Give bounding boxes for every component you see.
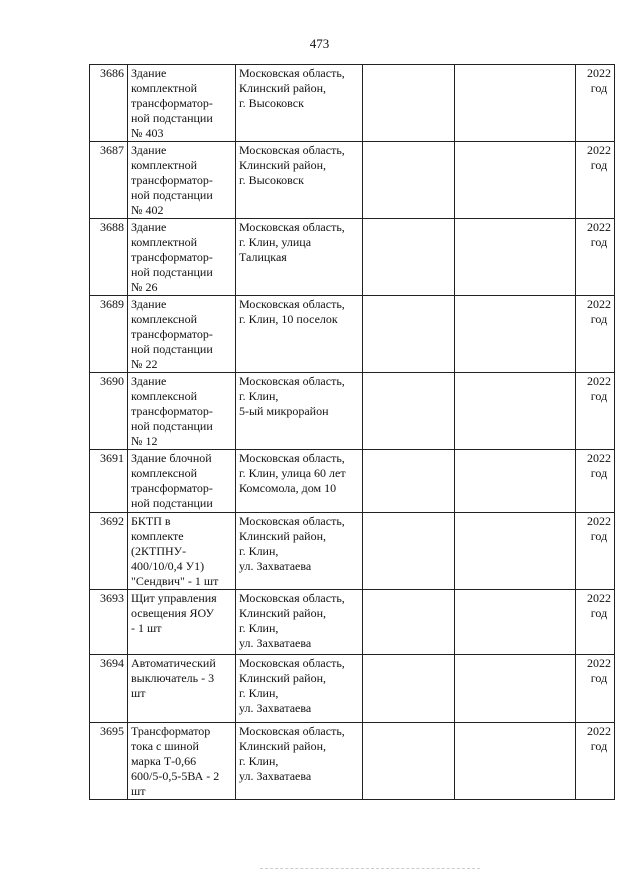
object-name: Автоматический выключатель - 3 шт <box>128 655 236 723</box>
object-address: Московская область, г. Клин, улица Талицкая <box>236 219 363 296</box>
table-row <box>90 65 615 142</box>
object-name: Щит управления освещения ЯОУ - 1 шт <box>128 590 236 655</box>
row-number: 3686 <box>90 65 128 142</box>
object-address: Московская область, Клинский район, г. Клин, ул. Захватаева <box>236 723 363 800</box>
empty-cell <box>363 513 455 590</box>
row-number: 3692 <box>90 513 128 590</box>
object-name: Здание комплектной трансформатор- ной подстанции № 403 <box>128 65 236 142</box>
empty-cell <box>363 450 455 513</box>
table-row <box>90 655 615 723</box>
empty-cell <box>363 219 455 296</box>
row-number: 3694 <box>90 655 128 723</box>
object-address: Московская область, г. Клин, 10 поселок <box>236 296 363 373</box>
empty-cell <box>455 655 576 723</box>
table-row <box>90 590 615 655</box>
table-row <box>90 142 615 219</box>
year: 2022 год <box>587 514 611 543</box>
empty-cell <box>363 655 455 723</box>
object-address: Московская область, Клинский район, г. Клин, ул. Захватаева <box>236 590 363 655</box>
object-name: Здание комплектной трансформатор- ной подстанции № 26 <box>128 219 236 296</box>
year: 2022 год <box>587 724 611 753</box>
object-address: Московская область, г. Клин, улица 60 лет Комсомола, дом 10 <box>236 450 363 513</box>
empty-cell <box>455 65 576 142</box>
page-number: 473 <box>309 36 330 51</box>
object-address: Московская область, Клинский район, г. Клин, ул. Захватаева <box>236 513 363 590</box>
table-row <box>90 296 615 373</box>
object-name: Здание блочной комплексной трансформатор- ной подстанции <box>128 450 236 513</box>
row-number: 3693 <box>90 590 128 655</box>
row-number: 3688 <box>90 219 128 296</box>
row-number: 3695 <box>90 723 128 800</box>
empty-cell <box>455 142 576 219</box>
registry-table <box>89 64 615 800</box>
empty-cell <box>455 219 576 296</box>
empty-cell <box>455 590 576 655</box>
year: 2022 год <box>587 591 611 620</box>
empty-cell <box>455 513 576 590</box>
object-name: Трансформатор тока с шиной марка Т-0,66 600/5-0,5-5ВА - 2 шт <box>128 723 236 800</box>
empty-cell <box>455 373 576 450</box>
scan-artifact-line <box>260 868 480 869</box>
year: 2022 год <box>587 143 611 172</box>
object-address: Московская область, Клинский район, г. Высоковск <box>236 65 363 142</box>
empty-cell <box>363 373 455 450</box>
empty-cell <box>363 142 455 219</box>
table-row <box>90 723 615 800</box>
empty-cell <box>455 723 576 800</box>
object-name: Здание комплексной трансформатор- ной подстанции № 22 <box>128 296 236 373</box>
empty-cell <box>363 65 455 142</box>
year: 2022 год <box>587 374 611 403</box>
row-number: 3691 <box>90 450 128 513</box>
year: 2022 год <box>587 66 611 95</box>
table-row <box>90 373 615 450</box>
object-address: Московская область, Клинский район, г. Клин, ул. Захватаева <box>236 655 363 723</box>
object-address: Московская область, г. Клин, 5-ый микрорайон <box>236 373 363 450</box>
row-number: 3689 <box>90 296 128 373</box>
object-name: БКТП в комплекте (2КТПНУ- 400/10/0,4 У1) "Сендвич" - 1 шт <box>128 513 236 590</box>
empty-cell <box>455 450 576 513</box>
year: 2022 год <box>587 297 611 326</box>
row-number: 3687 <box>90 142 128 219</box>
year: 2022 год <box>587 451 611 480</box>
object-name: Здание комплектной трансформатор- ной подстанции № 402 <box>128 142 236 219</box>
empty-cell <box>455 296 576 373</box>
empty-cell <box>363 723 455 800</box>
year: 2022 год <box>587 220 611 249</box>
table-row <box>90 219 615 296</box>
year: 2022 год <box>587 656 611 685</box>
table-row <box>90 513 615 590</box>
object-name: Здание комплексной трансформатор- ной подстанции № 12 <box>128 373 236 450</box>
empty-cell <box>363 296 455 373</box>
row-number: 3690 <box>90 373 128 450</box>
table-row <box>90 450 615 513</box>
object-address: Московская область, Клинский район, г. Высоковск <box>236 142 363 219</box>
empty-cell <box>363 590 455 655</box>
